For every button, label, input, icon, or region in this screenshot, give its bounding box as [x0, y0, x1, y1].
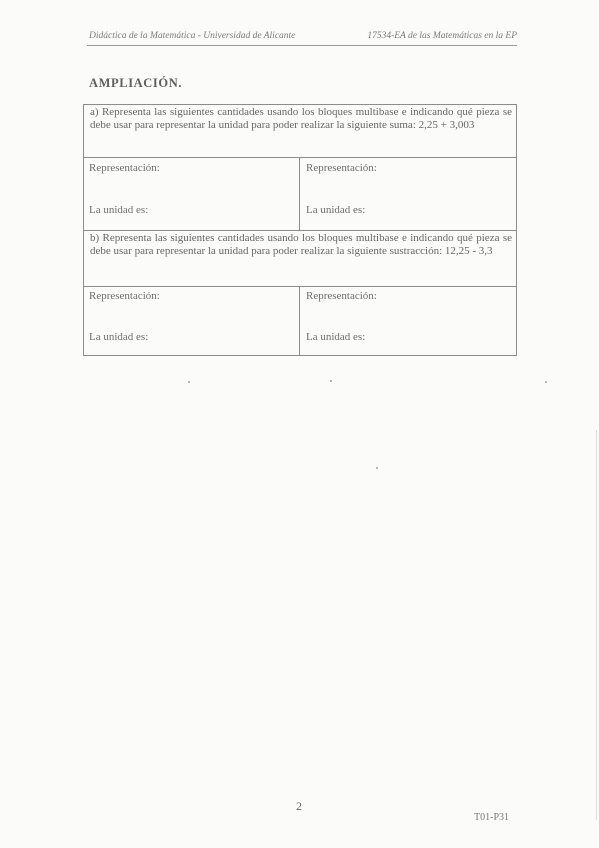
scan-edge-line	[596, 430, 597, 820]
question-b-text: b) Representa las siguientes cantidades usando los bloques multibase e indicando qué pieza se debe usar para representar la unidad para poder realizar la siguiente sustracción: 12,25 - 3,3	[90, 232, 512, 257]
page-number: 2	[296, 799, 302, 813]
question-b-right-representation: Representación:	[306, 290, 377, 302]
header-right-text: 17534-EA de las Matemáticas en la EP	[367, 31, 517, 41]
question-a-left-representation: Representación:	[89, 162, 160, 174]
question-b-divider	[84, 286, 516, 287]
scan-speck	[330, 380, 332, 382]
question-a-left-unit: La unidad es:	[89, 204, 149, 216]
question-b-left-representation: Representación:	[89, 290, 160, 302]
header-left-text: Didáctica de la Matemática - Universidad de Alicante	[89, 31, 296, 41]
question-a-right-representation: Representación:	[306, 162, 377, 174]
scan-speck	[376, 467, 378, 469]
scan-speck	[545, 381, 547, 383]
question-b-right-unit: La unidad es:	[306, 331, 366, 343]
scan-speck	[188, 381, 190, 383]
section-title: AMPLIACIÓN.	[89, 76, 183, 90]
question-b-column-divider	[299, 286, 300, 355]
question-a-right-unit: La unidad es:	[306, 204, 366, 216]
question-a-table	[83, 104, 517, 231]
question-b-table	[83, 230, 517, 356]
question-a-column-divider	[299, 157, 300, 230]
header-rule	[87, 45, 517, 46]
question-b-left-unit: La unidad es:	[89, 331, 149, 343]
document-code: T01-P31	[474, 812, 509, 823]
question-a-divider	[84, 157, 516, 158]
question-a-text: a) Representa las siguientes cantidades usando los bloques multibase e indicando qué pieza se debe usar para representar la unidad para poder realizar la siguiente suma: 2,25 + 3,003	[90, 106, 512, 131]
